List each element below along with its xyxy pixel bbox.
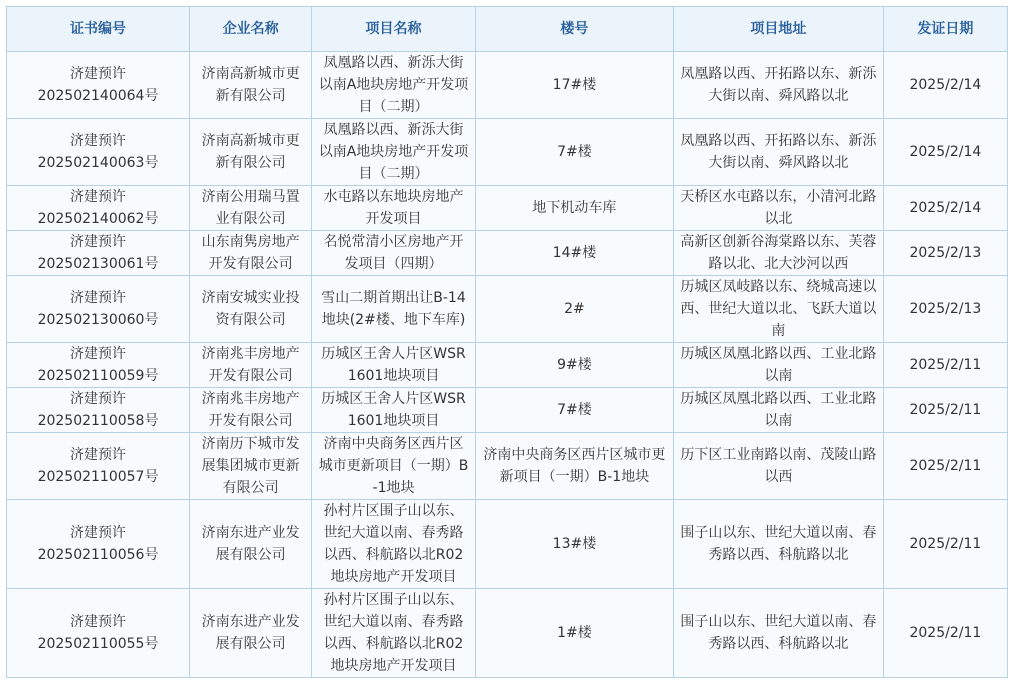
table-row: [7, 276, 1008, 343]
cell-cert-number: [7, 231, 190, 276]
cell-address: 高新区创新谷海棠路以东、芙蓉路以北、北大沙河以西: [673, 231, 883, 276]
cell-company: 济南兆丰房地产开发有限公司: [190, 343, 312, 388]
header-project-address: 项目地址: [673, 7, 883, 52]
cert-code: 202502140063号: [37, 155, 159, 171]
cert-prefix: 济建预许: [70, 234, 127, 250]
cell-building: 7#楼: [475, 388, 673, 433]
cert-code: 202502130061号: [37, 256, 159, 272]
presale-permit-table: [6, 6, 1008, 678]
cell-building: 17#楼: [475, 52, 673, 119]
cert-code: 202502130060号: [37, 312, 159, 328]
cell-project: 凤凰路以西、新泺大街以南A地块房地产开发项目（二期）: [312, 119, 476, 186]
cell-date: 2025/2/13: [883, 231, 1007, 276]
table-row: [7, 52, 1008, 119]
cell-building: 1#楼: [475, 589, 673, 678]
cell-address: 围子山以东、世纪大道以南、春秀路以西、科航路以北: [673, 589, 883, 678]
cell-company: 济南安城实业投资有限公司: [190, 276, 312, 343]
cell-cert-number: [7, 119, 190, 186]
cell-cert-number: [7, 52, 190, 119]
cell-company: 济南东进产业发展有限公司: [190, 589, 312, 678]
cell-company: 山东南隽房地产开发有限公司: [190, 231, 312, 276]
cell-building: 7#楼: [475, 119, 673, 186]
cell-building: 9#楼: [475, 343, 673, 388]
cell-date: 2025/2/11: [883, 388, 1007, 433]
cell-company: 济南公用瑞马置业有限公司: [190, 186, 312, 231]
header-building-number: 楼号: [475, 7, 673, 52]
table-row: [7, 433, 1008, 500]
table-row: [7, 343, 1008, 388]
cell-address: 历城区凤凰北路以西、工业北路以南: [673, 388, 883, 433]
cell-date: 2025/2/11: [883, 589, 1007, 678]
cell-address: 历城区凤岐路以东、绕城高速以西、世纪大道以北、飞跃大道以南: [673, 276, 883, 343]
cell-project: 孙村片区围子山以东、世纪大道以南、春秀路以西、科航路以北R02地块房地产开发项目: [312, 500, 476, 589]
cell-address: 历城区凤凰北路以西、工业北路以南: [673, 343, 883, 388]
cert-prefix: 济建预许: [70, 133, 127, 149]
cert-code: 202502110056号: [37, 547, 159, 563]
cert-prefix: 济建预许: [70, 447, 127, 463]
table-row: [7, 589, 1008, 678]
table-row: [7, 186, 1008, 231]
cert-code: 202502110059号: [37, 368, 159, 384]
cell-date: 2025/2/14: [883, 52, 1007, 119]
cell-address: 历下区工业南路以南、茂陵山路以西: [673, 433, 883, 500]
cell-building: 2#: [475, 276, 673, 343]
cell-address: 凤凰路以西、开拓路以东、新泺大街以南、舜风路以北: [673, 119, 883, 186]
cell-project: 雪山二期首期出让B-14地块(2#楼、地下车库): [312, 276, 476, 343]
cell-date: 2025/2/13: [883, 276, 1007, 343]
cell-project: 水屯路以东地块房地产开发项目: [312, 186, 476, 231]
cell-company: 济南历下城市发展集团城市更新有限公司: [190, 433, 312, 500]
header-issue-date: 发证日期: [883, 7, 1007, 52]
cell-project: 名悦常清小区房地产开发项目（四期）: [312, 231, 476, 276]
cert-code: 202502140064号: [37, 88, 159, 104]
cell-date: 2025/2/11: [883, 343, 1007, 388]
cell-cert-number: [7, 276, 190, 343]
cell-cert-number: [7, 500, 190, 589]
cert-prefix: 济建预许: [70, 346, 127, 362]
cell-cert-number: [7, 433, 190, 500]
cell-building: 14#楼: [475, 231, 673, 276]
cell-address: 凤凰路以西、开拓路以东、新泺大街以南、舜风路以北: [673, 52, 883, 119]
cert-prefix: 济建预许: [70, 290, 127, 306]
cell-company: 济南高新城市更新有限公司: [190, 119, 312, 186]
cert-prefix: 济建预许: [70, 66, 127, 82]
table-row: [7, 388, 1008, 433]
cell-project: 凤凰路以西、新泺大街以南A地块房地产开发项目（二期）: [312, 52, 476, 119]
cell-company: 济南兆丰房地产开发有限公司: [190, 388, 312, 433]
table-row: [7, 500, 1008, 589]
table-header-row: [7, 7, 1008, 52]
cert-code: 202502110055号: [37, 636, 159, 652]
cell-date: 2025/2/14: [883, 119, 1007, 186]
cell-building: 地下机动车库: [475, 186, 673, 231]
cell-company: 济南高新城市更新有限公司: [190, 52, 312, 119]
cert-prefix: 济建预许: [70, 189, 127, 205]
cert-code: 202502140062号: [37, 211, 159, 227]
cert-code: 202502110057号: [37, 469, 159, 485]
table-row: [7, 119, 1008, 186]
cell-cert-number: [7, 343, 190, 388]
cell-project: 历城区王舍人片区WSR1601地块项目: [312, 343, 476, 388]
cell-building: 13#楼: [475, 500, 673, 589]
cell-building: 济南中央商务区西片区城市更新项目（一期）B-1地块: [475, 433, 673, 500]
header-company-name: 企业名称: [190, 7, 312, 52]
cell-cert-number: [7, 186, 190, 231]
cert-prefix: 济建预许: [70, 614, 127, 630]
cell-project: 济南中央商务区西片区城市更新项目（一期）B-1地块: [312, 433, 476, 500]
header-cert-number: 证书编号: [7, 7, 190, 52]
permit-table-container: [6, 6, 1008, 678]
cell-address: 天桥区水屯路以东，小清河北路以北: [673, 186, 883, 231]
cell-date: 2025/2/11: [883, 433, 1007, 500]
cell-company: 济南东进产业发展有限公司: [190, 500, 312, 589]
cell-cert-number: [7, 388, 190, 433]
cell-date: 2025/2/14: [883, 186, 1007, 231]
cell-cert-number: [7, 589, 190, 678]
cert-code: 202502110058号: [37, 413, 159, 429]
header-project-name: 项目名称: [312, 7, 476, 52]
cell-address: 围子山以东、世纪大道以南、春秀路以西、科航路以北: [673, 500, 883, 589]
cert-prefix: 济建预许: [70, 391, 127, 407]
cert-prefix: 济建预许: [70, 525, 127, 541]
cell-project: 历城区王舍人片区WSR1601地块项目: [312, 388, 476, 433]
table-row: [7, 231, 1008, 276]
cell-project: 孙村片区围子山以东、世纪大道以南、春秀路以西、科航路以北R02地块房地产开发项目: [312, 589, 476, 678]
cell-date: 2025/2/11: [883, 500, 1007, 589]
